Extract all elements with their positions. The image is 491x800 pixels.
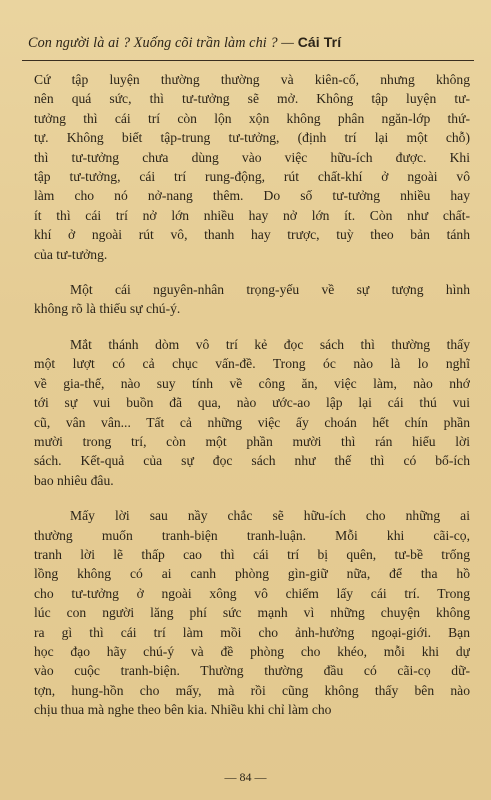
page-number: — 84 — <box>224 770 267 784</box>
text-line: vào cuộc tranh-biện. Thường thường đầu có cãi-cọ dữ- <box>34 663 470 679</box>
paragraph <box>34 70 470 264</box>
text-line: tranh lời lẽ thấp cao thì cái trí bị quên, tư-bề trống <box>34 546 470 562</box>
paragraph <box>34 506 470 719</box>
header-author: Cái Trí <box>297 34 342 50</box>
text-line: tự. Không biết tập-trung tư-tưởng, (định trí lại một chỗ) <box>34 130 470 146</box>
text-line: sách. Kết-quả của sự đọc sách như thế thì có bổ-ích <box>34 453 470 469</box>
text-line: tưởng thì cái trí còn lộn xộn không phân ngăn-lớp thứ- <box>34 110 470 126</box>
text-line: thường muốn tranh-biện tranh-luận. Mỗi khi cãi-cọ, <box>34 527 470 543</box>
text-line: mười trong trí, còn một phần mười thì rán hiểu lời <box>34 433 470 449</box>
text-line: Cứ tập luyện thường thường và kiên-cố, nhưng không <box>34 72 470 87</box>
header-rule <box>22 60 474 61</box>
text-line: ra gì thì cái trí làm mồi cho ảnh-hưởng ngoại-giới. Bạn <box>34 624 470 640</box>
text-line: khí ở ngoài rút vô, thanh hay trược, tuỳ theo bản tánh <box>34 227 470 243</box>
text-line: một lượt có cả chục vấn-đề. Trong óc nào là lo nghĩ <box>34 356 470 372</box>
header-title: Con người là ai ? Xuống cõi trần làm chi ? — <box>28 35 295 51</box>
text-line: Một cái nguyên-nhân trọng-yếu về sự tượng hình <box>70 282 470 298</box>
text-line: Mắt thánh dòm vô trí kẻ đọc sách thì thường thấy <box>70 336 470 352</box>
text-line: bao nhiêu đâu. <box>34 472 114 488</box>
text-line: cho tư-tưởng ở ngoài xông vô chiếm lấy cái trí. Trong <box>34 585 470 601</box>
text-line: của tư-tưởng. <box>34 246 108 262</box>
text-line: nên quá sức, thì tư-tưởng sẽ mở. Không tập luyện tư- <box>34 91 470 107</box>
text-line: không rõ là thiếu sự chú-ý. <box>34 301 181 317</box>
text-line: lồng không có ai canh phòng gìn-giữ nữa, để tha hồ <box>34 566 470 582</box>
body-text <box>34 70 470 736</box>
text-line: thì tư-tưởng chưa dùng vào việc hữu-ích được. Khi <box>34 149 470 165</box>
paragraph <box>34 335 470 490</box>
text-line: tợn, hung-hồn cho mấy, mà rồi cũng không thấy bên nào <box>34 682 470 698</box>
text-line: cũ, vân vân... Tất cả những việc ấy choán hết chín phần <box>34 414 470 430</box>
text-line: ít thì cái trí nở lớn nhiều hay nở lớn ít. Còn như chất- <box>34 207 470 223</box>
text-line: làm cho nó nở-nang thêm. Do số tư-tưởng nhiều hay <box>34 188 470 204</box>
text-line: chịu thua mà nghe theo bên kia. Nhiều khi chỉ làm cho <box>34 702 332 718</box>
text-line: Mấy lời sau nầy chắc sẽ hữu-ích cho những ai <box>70 508 470 524</box>
text-line: về gia-thế, nào suy tính về công ăn, việc làm, nào nhớ <box>34 375 470 391</box>
text-line: tới sự vui buồn đã qua, nào ước-ao lập lại cái thú vui <box>34 395 470 411</box>
text-line: tập tư-tưởng, cái trí rung-động, rút chất-khí ở ngoài vô <box>34 169 470 185</box>
running-header <box>28 34 468 56</box>
text-line: học đạo hãy chú-ý và đề phòng cho khéo, mỗi khi dự <box>34 643 470 659</box>
text-line: lúc con người lăng phí sức mạnh vì những chuyện không <box>34 605 470 621</box>
paragraph <box>34 280 470 319</box>
